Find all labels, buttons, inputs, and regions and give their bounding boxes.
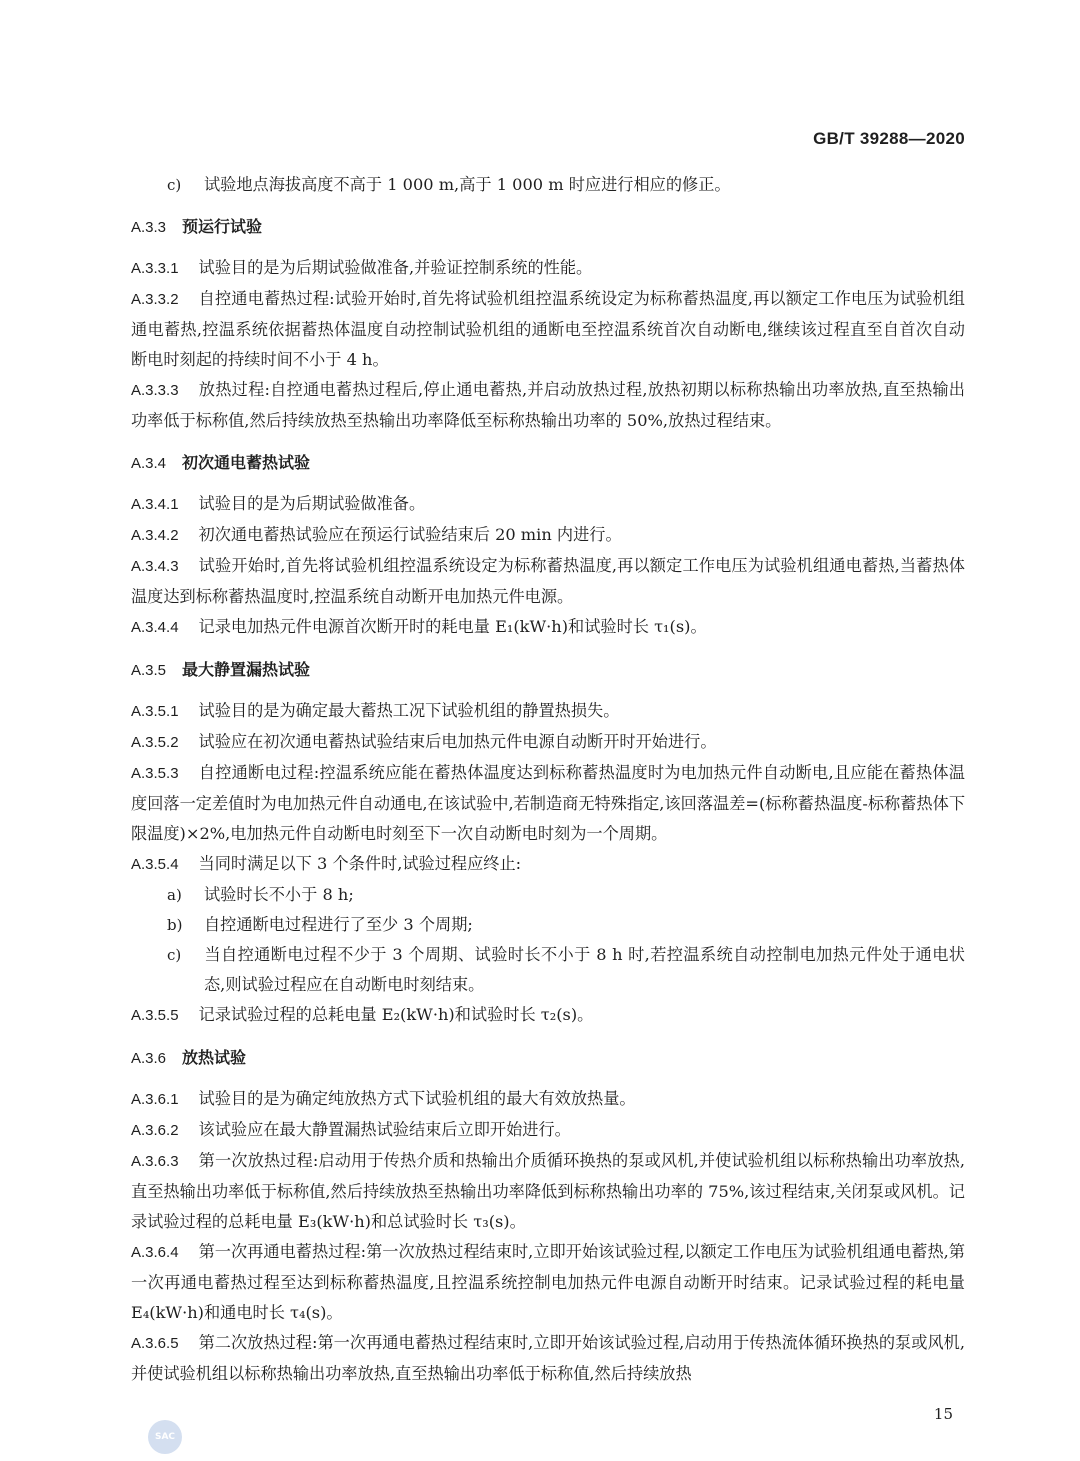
clause-number: A.3.4.3 [131,558,179,575]
clause-text: 试验目的是为后期试验做准备,并验证控制系统的性能。 [198,258,593,277]
clause-paragraph [131,520,965,551]
clause-paragraph [131,489,965,520]
list-item [131,170,965,200]
clause-number: A.3.6.4 [131,1244,179,1261]
section-heading [131,448,965,479]
clause-number: A.3.4.1 [131,496,179,513]
clause-number: A.3.6.3 [131,1153,179,1170]
section-number: A.3.6 [131,1050,167,1067]
section-number: A.3.3 [131,219,167,236]
clause-paragraph [131,1115,965,1146]
clause-text: 该试验应在最大静置漏热试验结束后立即开始进行。 [198,1120,571,1139]
clause-number: A.3.4.2 [131,527,179,544]
watermark-logo-icon: SAC [148,1420,182,1454]
clause-paragraph [131,551,965,612]
clause-text: 记录试验过程的总耗电量 E₂(kW·h)和试验时长 τ₂(s)。 [198,1005,594,1024]
list-item [131,910,965,940]
section-heading [131,655,965,686]
clause-number: A.3.3.2 [131,291,179,308]
clause-number: A.3.6.2 [131,1122,179,1139]
list-item [131,940,965,1000]
clause-paragraph [131,1000,965,1031]
clause-paragraph [131,253,965,284]
clause-text: 记录电加热元件电源首次断开时的耗电量 E₁(kW·h)和试验时长 τ₁(s)。 [198,617,707,636]
clause-text: 试验应在初次通电蓄热试验结束后电加热元件电源自动断开时开始进行。 [198,732,717,751]
clause-text: 第二次放热过程:第一次再通电蓄热过程结束时,立即开始该试验过程,启动用于传热流体循环换热的泵或风机,并使试验机组以标称热输出功率放热,直至热输出功率低于标称值,然后持续放热 [131,1333,965,1383]
section-title: 最大静置漏热试验 [182,660,311,679]
section-title: 放热试验 [182,1048,247,1067]
document-body [131,170,965,1389]
section-number: A.3.4 [131,455,167,472]
clause-number: A.3.5.5 [131,1007,179,1024]
clause-number: A.3.6.5 [131,1335,179,1352]
clause-number: A.3.5.3 [131,765,179,782]
section-title: 预运行试验 [182,217,263,236]
section-heading [131,212,965,243]
clause-text: 试验开始时,首先将试验机组控温系统设定为标称蓄热温度,再以额定工作电压为试验机组通电蓄热,当蓄热体温度达到标称蓄热温度时,控温系统自动断开电加热元件电源。 [131,556,965,606]
clause-text: 初次通电蓄热试验应在预运行试验结束后 20 min 内进行。 [198,525,622,544]
clause-paragraph [131,727,965,758]
clause-paragraph [131,696,965,727]
clause-text: 第一次再通电蓄热过程:第一次放热过程结束时,立即开始该试验过程,以额定工作电压为试验机组通电蓄热,第一次再通电蓄热过程至达到标称蓄热温度,且控温系统控制电加热元件电源自动断开时结束。记录试验过程的耗电量 E₄(kW·h)和通电时长 τ₄(s)。 [131,1242,965,1322]
clause-number: A.3.3.1 [131,260,179,277]
clause-paragraph [131,758,965,849]
clause-paragraph [131,1084,965,1115]
list-label: a) [167,886,182,904]
list-label: c) [167,946,182,964]
clause-number: A.3.5.2 [131,734,179,751]
list-text: 试验地点海拔高度不高于 1 000 m,高于 1 000 m 时应进行相应的修正。 [204,175,731,194]
clause-number: A.3.6.1 [131,1091,179,1108]
standard-code: GB/T 39288—2020 [813,129,965,148]
clause-text: 自控通电蓄热过程:试验开始时,首先将试验机组控温系统设定为标称蓄热温度,再以额定工作电压为试验机组通电蓄热,控温系统依据蓄热体温度自动控制试验机组的通断电至控温系统首次自动断电,继续该过程直至自首次自动断电时刻起的持续时间不小于 4 h。 [131,289,965,369]
clause-paragraph [131,1328,965,1389]
clause-text: 试验目的是为后期试验做准备。 [198,494,426,513]
section-title: 初次通电蓄热试验 [182,453,311,472]
page-number: 15 [933,1405,953,1423]
clause-number: A.3.5.4 [131,856,179,873]
clause-text: 放热过程:自控通电蓄热过程后,停止通电蓄热,并启动放热过程,放热初期以标称热输出功率放热,直至热输出功率低于标称值,然后持续放热至热输出功率降低至标称热输出功率的 50%,放热过程结束。 [131,380,965,430]
clause-text: 当同时满足以下 3 个条件时,试验过程应终止: [198,854,522,873]
clause-paragraph [131,612,965,643]
clause-number: A.3.3.3 [131,382,179,399]
list-label: b) [167,916,183,934]
clause-number: A.3.5.1 [131,703,179,720]
list-text: 自控通断电过程进行了至少 3 个周期; [204,915,473,934]
list-text: 试验时长不小于 8 h; [204,885,354,904]
section-number: A.3.5 [131,662,167,679]
clause-paragraph [131,1146,965,1237]
list-label: c) [167,176,182,194]
clause-paragraph [131,1237,965,1328]
clause-paragraph [131,375,965,436]
clause-text: 试验目的是为确定纯放热方式下试验机组的最大有效放热量。 [198,1089,636,1108]
clause-number: A.3.4.4 [131,619,179,636]
section-heading [131,1043,965,1074]
clause-text: 自控通断电过程:控温系统应能在蓄热体温度达到标称蓄热温度时为电加热元件自动断电,且应能在蓄热体温度回落一定差值时为电加热元件自动通电,在该试验中,若制造商无特殊指定,该回落温差=(标称蓄热温度-标称蓄热体下限温度)×2%,电加热元件自动断电时刻至下一次自动断电时刻为一个周期。 [131,763,965,843]
clause-paragraph [131,849,965,880]
clause-text: 试验目的是为确定最大蓄热工况下试验机组的静置热损失。 [198,701,620,720]
list-text: 当自控通断电过程不少于 3 个周期、试验时长不小于 8 h 时,若控温系统自动控制电加热元件处于通电状态,则试验过程应在自动断电时刻结束。 [204,945,965,994]
list-item [131,880,965,910]
clause-text: 第一次放热过程:启动用于传热介质和热输出介质循环换热的泵或风机,并使试验机组以标称热输出功率放热,直至热输出功率低于标称值,然后持续放热至热输出功率降低到标称热输出功率的 75%,该过程结束,关闭泵或风机。记录试验过程的总耗电量 E₃(kW·h)和总试验时长 τ₃(s)。 [131,1151,965,1231]
clause-paragraph [131,284,965,375]
